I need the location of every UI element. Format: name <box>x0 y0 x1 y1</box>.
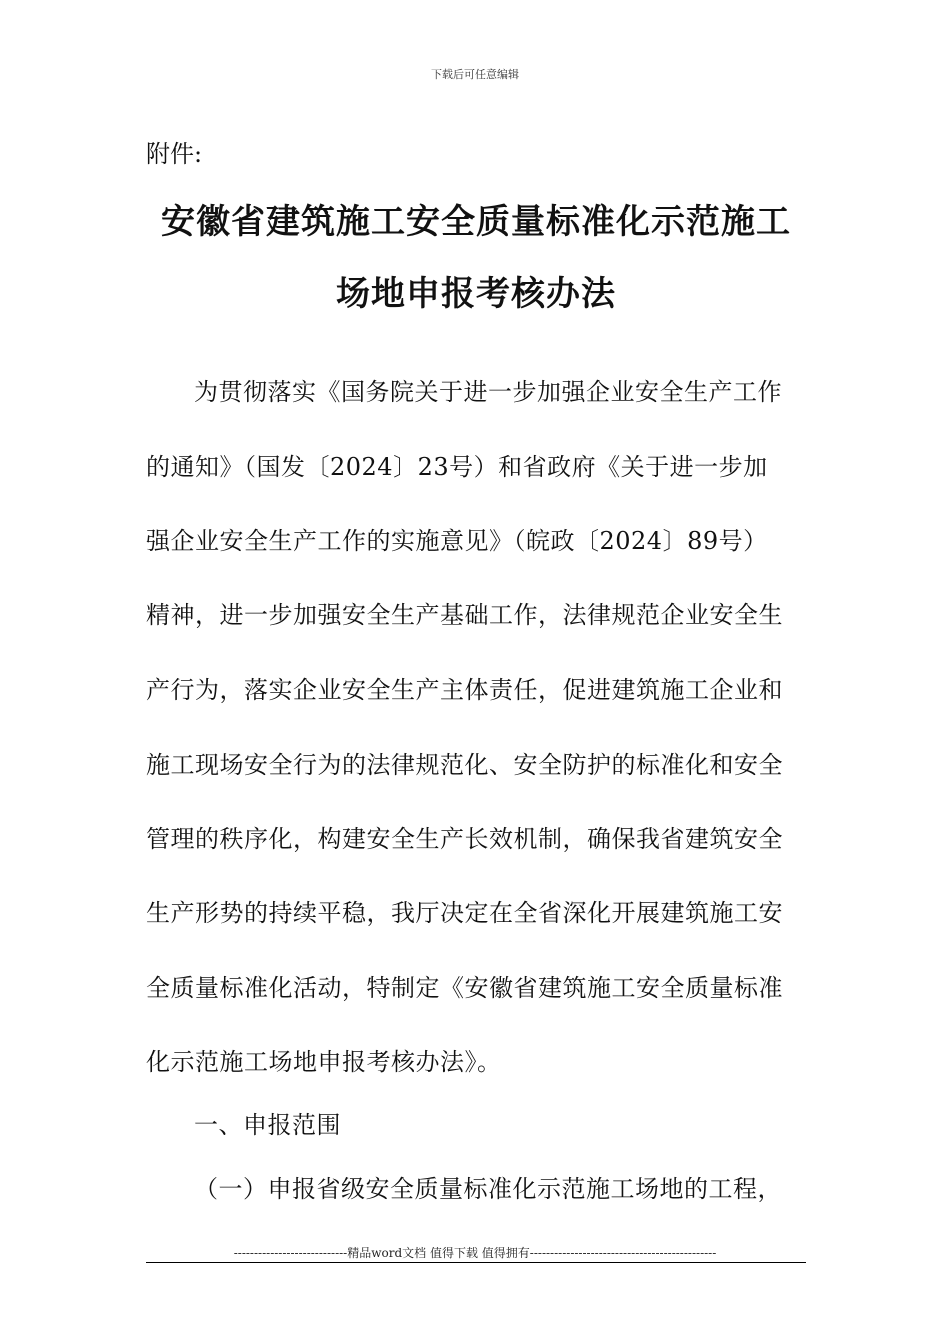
body-line-1: 为贯彻落实《国务院关于进一步加强企业安全生产工作 <box>194 378 782 406</box>
document-title-line-1: 安徽省建筑施工安全质量标准化示范施工 <box>161 202 791 242</box>
attachment-label: 附件: <box>146 140 203 168</box>
body-line-5: 产行为，落实企业安全生产主体责任，促进建筑施工企业和 <box>146 676 783 704</box>
body-line-6: 施工现场安全行为的法律规范化、安全防护的标准化和安全 <box>146 751 783 779</box>
body-line-8: 生产形势的持续平稳，我厅决定在全省深化开展建筑施工安 <box>146 899 783 927</box>
page-header-note: 下载后可任意编辑 <box>431 68 519 81</box>
body-line-10: 化示范施工场地申报考核办法》。 <box>146 1048 502 1076</box>
footer-divider <box>146 1262 806 1263</box>
body-line-3: 强企业安全生产工作的实施意见》（皖政〔2024〕89号） <box>146 527 768 555</box>
body-line-9: 全质量标准化活动，特制定《安徽省建筑施工安全质量标准 <box>146 974 783 1002</box>
document-title-line-2: 场地申报考核办法 <box>336 274 616 314</box>
page-footer-note: ----------------------------精品word文档 值得下载 值得拥有---------------------------------------------- <box>233 1246 717 1260</box>
section-heading-1: 一、申报范围 <box>194 1111 341 1139</box>
body-line-12: （一）申报省级安全质量标准化示范施工场地的工程， <box>194 1175 782 1203</box>
body-line-2: 的通知》（国发〔2024〕23号）和省政府《关于进一步加 <box>146 453 768 481</box>
body-line-4: 精神，进一步加强安全生产基础工作，法律规范企业安全生 <box>146 601 783 629</box>
body-line-7: 管理的秩序化，构建安全生产长效机制，确保我省建筑安全 <box>146 825 783 853</box>
